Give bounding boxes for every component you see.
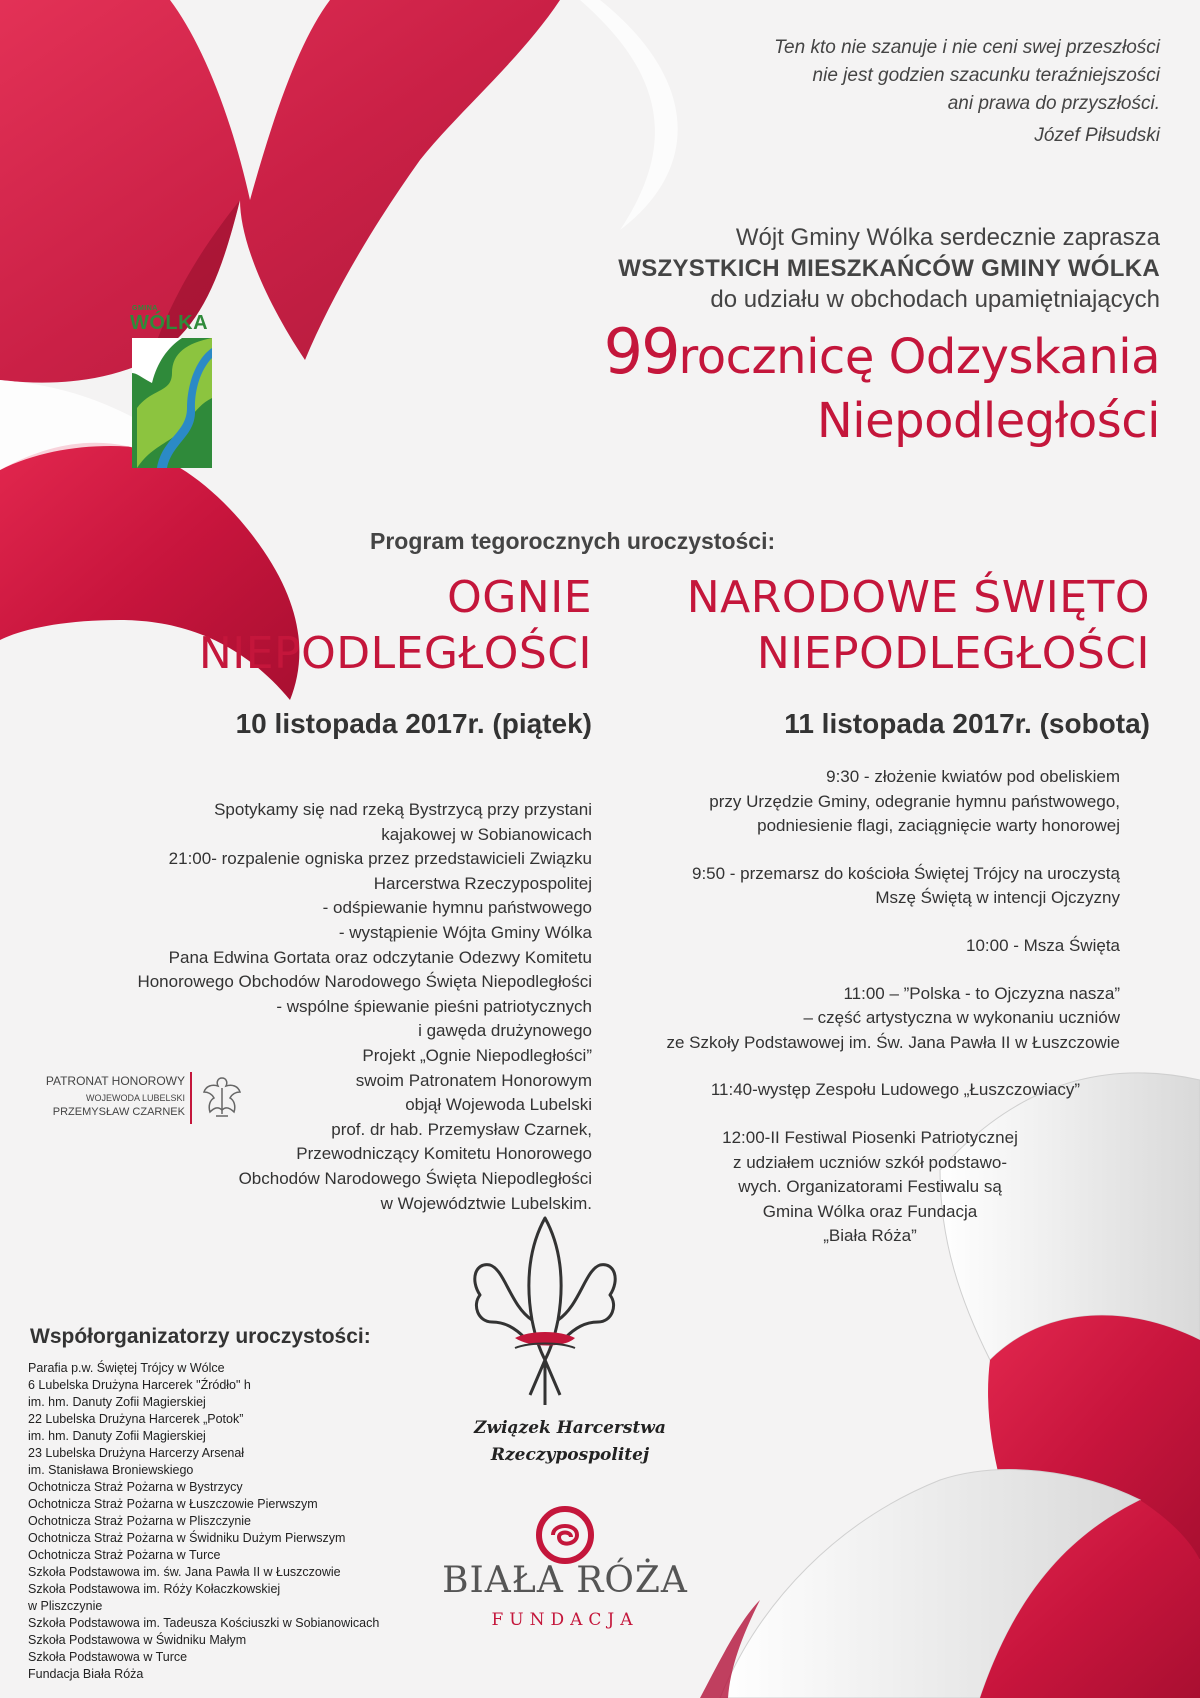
list-item: Ochotnicza Straż Pożarna w Turce (28, 1548, 221, 1562)
schedule-line: Mszę Świętą w intencji Ojczyzny (875, 888, 1120, 908)
event-1-line: objął Wojewoda Lubelski (405, 1095, 592, 1115)
list-item: im. hm. Danuty Zofii Magierskiej (28, 1429, 206, 1443)
event-1-title-line-2: NIEPODLEGŁOŚCI (198, 628, 592, 679)
event-1-line: - wspólne śpiewanie pieśni patriotycznych (276, 996, 592, 1016)
list-item: Ochotnicza Straż Pożarna w Pliszczynie (28, 1514, 252, 1528)
list-item: Szkoła Podstawowa im. św. Jana Pawła II w Łuszczowie (28, 1565, 341, 1579)
list-item: Ochotnicza Straż Pożarna w Bystrzycy (28, 1480, 243, 1494)
coorganizers-list (28, 1360, 379, 1683)
zhr-name (455, 1415, 685, 1469)
event-1-line: 21:00- rozpalenie ogniska przez przedstawicieli Związku (168, 849, 592, 869)
event-1-line: Pana Edwina Gortata oraz odczytanie Odezwy Komitetu (168, 947, 592, 967)
list-item: Szkoła Podstawowa im. Róży Kołaczkowskiej (28, 1582, 281, 1596)
schedule-line: 12:00-II Festiwal Piosenki Patriotycznej (722, 1127, 1018, 1147)
schedule-block (520, 862, 1120, 911)
schedule-line: 11:40-występ Zespołu Ludowego „Łuszczowiacy” (710, 1080, 1080, 1100)
patronage-divider (190, 1072, 192, 1124)
schedule-line: – część artystyczna w wykonaniu uczniów (803, 1008, 1120, 1028)
event-1-line: Obchodów Narodowego Święta Niepodległości (238, 1168, 592, 1188)
zhr-line-1: Związek Harcerstwa (474, 1418, 666, 1438)
event-1-line: Projekt „Ognie Niepodległości” (362, 1045, 592, 1065)
event-2-schedule (520, 765, 1120, 1272)
event-1-date: 10 listopada 2017r. (piątek) (235, 708, 592, 739)
schedule-line: przy Urzędzie Gminy, odegranie hymnu państwowego, (709, 791, 1120, 811)
event-1-line: - odśpiewanie hymnu państwowego (322, 898, 592, 918)
quote-line-1: Ten kto nie szanuje i nie ceni swej przeszłości (774, 37, 1160, 58)
schedule-block (520, 765, 1120, 839)
event-2-title (550, 570, 1150, 682)
schedule-line: podniesienie flagi, zaciągnięcie warty honorowej (757, 816, 1120, 836)
program-heading: Program tegorocznych uroczystości: (370, 528, 776, 554)
fleur-de-lis-icon (470, 1210, 620, 1410)
list-item: im. Stanisława Broniewskiego (28, 1463, 194, 1477)
invitation-line-2: WSZYSTKICH MIESZKAŃCÓW GMINY WÓLKA (618, 255, 1160, 282)
invitation (440, 222, 1160, 315)
list-item: 23 Lubelska Drużyna Harcerzy Arsenał (28, 1446, 245, 1460)
event-1-line: Harcerstwa Rzeczypospolitej (373, 873, 592, 893)
list-item: Szkoła Podstawowa w Turce (28, 1650, 188, 1664)
invitation-line-1: Wójt Gminy Wólka serdecznie zaprasza (735, 224, 1160, 251)
list-item: 6 Lubelska Drużyna Harcerek "Źródło" h (28, 1378, 251, 1392)
list-item: Ochotnicza Straż Pożarna w Łuszczowie Pierwszym (28, 1497, 318, 1511)
list-item: w Pliszczynie (28, 1599, 103, 1613)
quote-line-2: nie jest godzien szacunku teraźniejszości (812, 65, 1160, 86)
polish-eagle-icon (200, 1074, 244, 1122)
title-line-2: Niepodległości (816, 393, 1160, 449)
schedule-block (520, 934, 1120, 959)
title-number: 99 (603, 315, 679, 388)
event-1-description (32, 798, 592, 1216)
event-1-line: Przewodniczący Komitetu Honorowego (296, 1144, 592, 1164)
logo-name: WÓLKA (130, 312, 209, 334)
schedule-line: 9:30 - złożenie kwiatów pod obeliskiem (826, 767, 1120, 786)
biala-roza-name: BIAŁA RÓŻA (442, 1560, 688, 1601)
quote-line-3: ani prawa do przyszłości. (947, 93, 1160, 114)
event-1-line: Honorowego Obchodów Narodowego Święta Niepodległości (137, 972, 592, 992)
schedule-line: 11:00 – ”Polska - to Ojczyzna nasza” (843, 983, 1120, 1003)
event-1-title-line-1: OGNIE (447, 572, 592, 623)
event-1-line: swoim Patronatem Honorowym (355, 1070, 592, 1090)
schedule-block (520, 1078, 1120, 1103)
event-2-title-line-1: NARODOWE ŚWIĘTO (686, 572, 1150, 623)
logo-small-text: GMINA (132, 305, 158, 312)
rose-icon (525, 1505, 605, 1565)
event-1-title (32, 570, 592, 682)
list-item: Szkoła Podstawowa w Świdniku Małym (28, 1633, 247, 1647)
event-1-line: prof. dr hab. Przemysław Czarnek, (331, 1119, 592, 1139)
schedule-line: 9:50 - przemarsz do kościoła Świętej Trójcy na uroczystą (691, 863, 1120, 883)
schedule-line: z udziałem uczniów szkół podstawo- (732, 1152, 1007, 1172)
biala-roza-sub: FUNDACJA (491, 1610, 639, 1630)
zhr-line-2: Rzeczypospolitej (490, 1445, 650, 1465)
event-2-title-line-2: NIEPODLEGŁOŚCI (756, 628, 1150, 679)
quote (640, 34, 1160, 150)
event-1-line: kajakowej w Sobianowicach (381, 824, 592, 844)
schedule-line: Gmina Wólka oraz Fundacja (762, 1201, 978, 1221)
schedule-block (520, 982, 1120, 1056)
list-item: im. hm. Danuty Zofii Magierskiej (28, 1395, 206, 1409)
invitation-line-3: do udziału w obchodach upamiętniających (710, 286, 1160, 313)
list-item: Fundacja Biała Róża (28, 1667, 144, 1681)
schedule-line: wych. Organizatorami Festiwalu są (738, 1177, 1002, 1197)
list-item: Szkoła Podstawowa im. Tadeusza Kościuszki w Sobianowicach (28, 1616, 380, 1630)
patronage-line-2: WOJEWODA LUBELSKI (85, 1093, 185, 1103)
schedule-line: „Biała Róża” (823, 1226, 917, 1246)
patronage (20, 1074, 185, 1119)
coorganizers-heading: Współorganizatorzy uroczystości: (30, 1325, 371, 1348)
list-item: Parafia p.w. Świętej Trójcy w Wólce (28, 1361, 225, 1375)
event-2-date: 11 listopada 2017r. (sobota) (784, 708, 1150, 739)
event-1-line: Spotykamy się nad rzeką Bystrzycą przy przystani (214, 800, 592, 819)
title-line-1: rocznicę Odzyskania (678, 329, 1160, 385)
list-item: Ochotnicza Straż Pożarna w Świdniku Dużym Pierwszym (28, 1531, 346, 1545)
quote-author: Józef Piłsudski (1034, 125, 1160, 146)
main-title (400, 315, 1160, 453)
river-map-icon (132, 338, 212, 468)
event-1-line: w Województwie Lubelskim. (380, 1193, 592, 1213)
patronage-line-3: PRZEMYSŁAW CZARNEK (52, 1106, 185, 1118)
event-1-line: - wystąpienie Wójta Gminy Wólka (338, 922, 592, 942)
list-item: 22 Lubelska Drużyna Harcerek „Potok” (28, 1412, 244, 1426)
schedule-line: 10:00 - Msza Święta (965, 935, 1120, 955)
schedule-line: ze Szkoły Podstawowej im. Św. Jana Pawła II w Łuszczowie (666, 1032, 1120, 1052)
patronage-line-1: PATRONAT HONOROWY (45, 1074, 185, 1088)
event-1-line: i gawęda drużynowego (418, 1021, 592, 1041)
